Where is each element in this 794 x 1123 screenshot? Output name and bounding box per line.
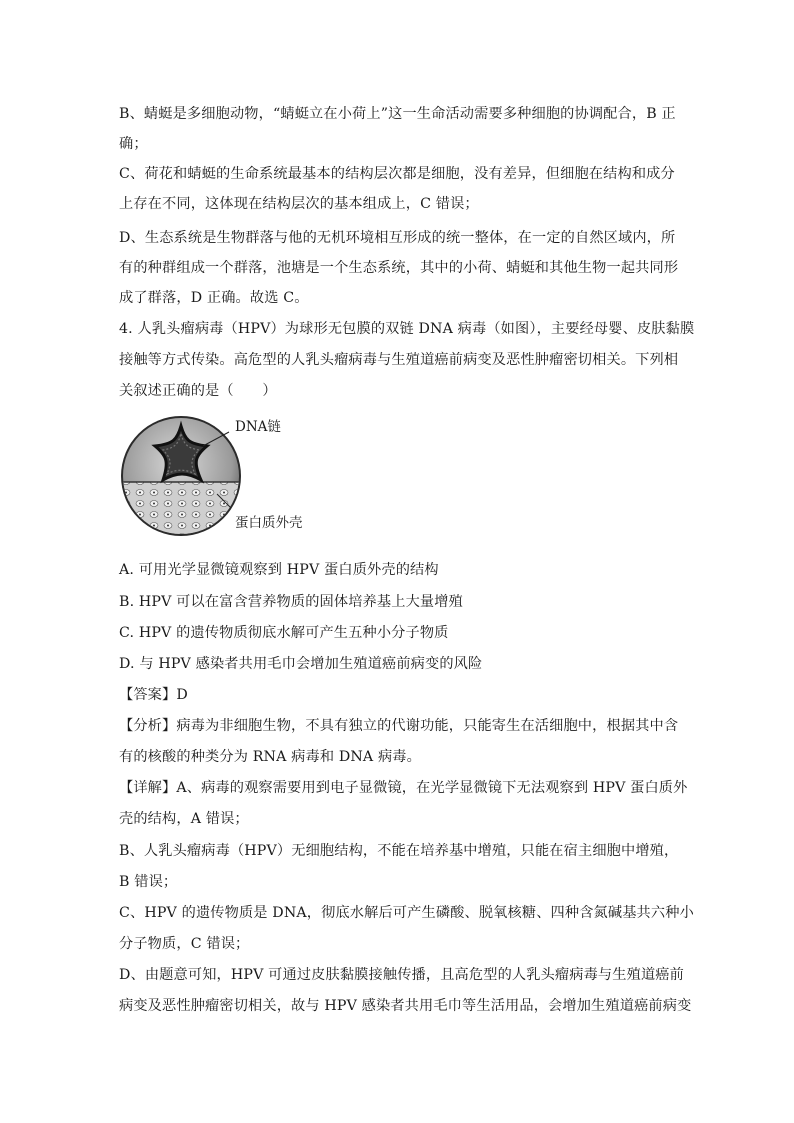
- text-line-4: 上存在不同，这体现在结构层次的基本组成上，C 错误；: [119, 196, 479, 212]
- explanation-line-3: B、人乳头瘤病毒（HPV）无细胞结构，不能在培养基中增殖，只能在宿主细胞中增殖，: [119, 843, 679, 859]
- text-line-6: 有的种群组成一个群落，池塘是一个生态系统，其中的小荷、蜻蜓和其他生物一起共同形: [119, 260, 679, 276]
- option-d: D. 与 HPV 感染者共用毛巾会增加生殖道癌前病变的风险: [119, 656, 483, 672]
- option-c: C. HPV 的遗传物质彻底水解可产生五种小分子物质: [119, 625, 449, 641]
- question-4-line-1: 4. 人乳头瘤病毒（HPV）为球形无包膜的双链 DNA 病毒（如图），主要经母婴、皮肤黏膜: [119, 321, 695, 337]
- text-line-2: 确；: [119, 136, 148, 152]
- text-line-7: 成了群落，D 正确。故选 C。: [119, 290, 309, 306]
- question-4-line-2: 接触等方式传染。高危型的人乳头瘤病毒与生殖道癌前病变及恶性肿瘤密切相关。下列相: [119, 352, 679, 368]
- protein-capsid-label: 蛋白质外壳: [235, 515, 303, 531]
- analysis-line-1: 【分析】病毒为非细胞生物，不具有独立的代谢功能，只能寄生在活细胞中，根据其中含: [119, 718, 679, 734]
- explanation-line-2: 壳的结构，A 错误；: [119, 811, 249, 827]
- option-b: B. HPV 可以在富含营养物质的固体培养基上大量增殖: [119, 594, 463, 610]
- dna-strand-label: DNA链: [235, 419, 281, 435]
- explanation-line-5: C、HPV 的遗传物质是 DNA，彻底水解后可产生磷酸、脱氧核糖、四种含氮碱基共六种小: [119, 905, 694, 921]
- question-4-line-3: 关叙述正确的是（ ）: [119, 383, 277, 399]
- text-line-3: C、荷花和蜻蜓的生命系统最基本的结构层次都是细胞，没有差异，但细胞在结构和成分: [119, 166, 675, 182]
- explanation-line-7: D、由题意可知，HPV 可通过皮肤黏膜接触传播，且高危型的人乳头瘤病毒与生殖道癌前: [119, 967, 684, 983]
- explanation-line-8: 病变及恶性肿瘤密切相关，故与 HPV 感染者共用毛巾等生活用品，会增加生殖道癌前病变: [119, 998, 692, 1014]
- explanation-line-1: 【详解】A、病毒的观察需要用到电子显微镜，在光学显微镜下无法观察到 HPV 蛋白质外: [119, 780, 688, 796]
- answer-line: 【答案】D: [119, 687, 188, 703]
- analysis-line-2: 有的核酸的种类分为 RNA 病毒和 DNA 病毒。: [119, 749, 421, 765]
- text-line-5: D、生态系统是生物群落与他的无机环境相互形成的统一整体，在一定的自然区域内，所: [119, 230, 676, 246]
- option-a: A. 可用光学显微镜观察到 HPV 蛋白质外壳的结构: [119, 562, 439, 578]
- protein-capsid-pattern: [119, 482, 249, 542]
- explanation-line-6: 分子物质，C 错误；: [119, 936, 250, 952]
- explanation-line-4: B 错误；: [119, 874, 178, 890]
- text-line-1: B、蜻蜓是多细胞动物，“蜻蜓立在小荷上”这一生命活动需要多种细胞的协调配合，B 正: [119, 106, 676, 122]
- hpv-virus-figure: [119, 410, 319, 545]
